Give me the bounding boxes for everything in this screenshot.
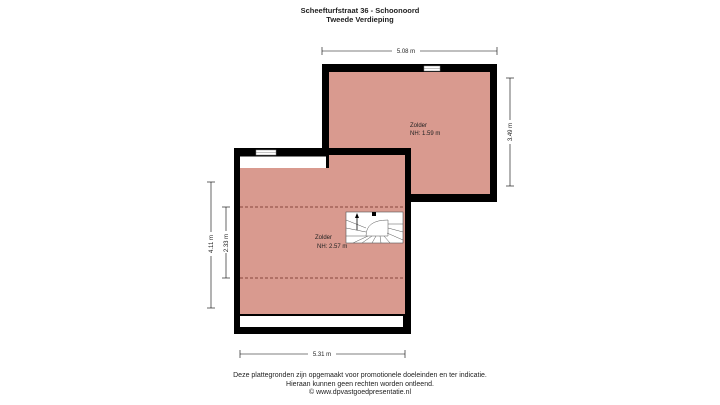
upper-room-name: Zolder <box>410 123 428 129</box>
dimension-top-width <box>322 47 497 55</box>
dim-left-outer-height-label: 4.11 m <box>209 235 215 253</box>
address-title: Scheefturfstraat 36 - Schoonoord <box>300 6 420 15</box>
dimension-left-outer-height <box>207 182 215 308</box>
dim-right-height-label: 3.49 m <box>508 122 514 142</box>
dimension-left-inner-height <box>222 207 230 278</box>
staircase <box>346 212 403 243</box>
copyright-line: © www.dpvastgoedpresentatie.nl <box>308 389 412 396</box>
upper-room-height: NH: 1.59 m <box>410 131 441 137</box>
disclaimer <box>0 372 720 398</box>
lower-room-name: Zolder <box>315 235 333 241</box>
disclaimer-line-2: Hieraan kunnen geen rechten worden ontleend. <box>286 380 434 388</box>
dim-bottom-width-label: 5.31 m <box>312 352 332 358</box>
dimension-right-height <box>506 78 514 186</box>
dim-left-inner-height-label: 2.33 m <box>224 233 230 253</box>
disclaimer-line-1: Deze plattegronden zijn opgemaakt voor promotionele doeleinden en ter indicatie. <box>233 372 487 379</box>
floor-title: Tweede Verdieping <box>326 15 394 24</box>
dim-top-width-label: 5.08 m <box>396 49 416 55</box>
lower-room-height: NH: 2.57 m <box>317 244 348 250</box>
room-connection <box>329 155 405 195</box>
lower-room-ledge <box>240 156 326 168</box>
bottom-ledge <box>240 316 403 327</box>
dimension-bottom-width <box>240 350 405 358</box>
